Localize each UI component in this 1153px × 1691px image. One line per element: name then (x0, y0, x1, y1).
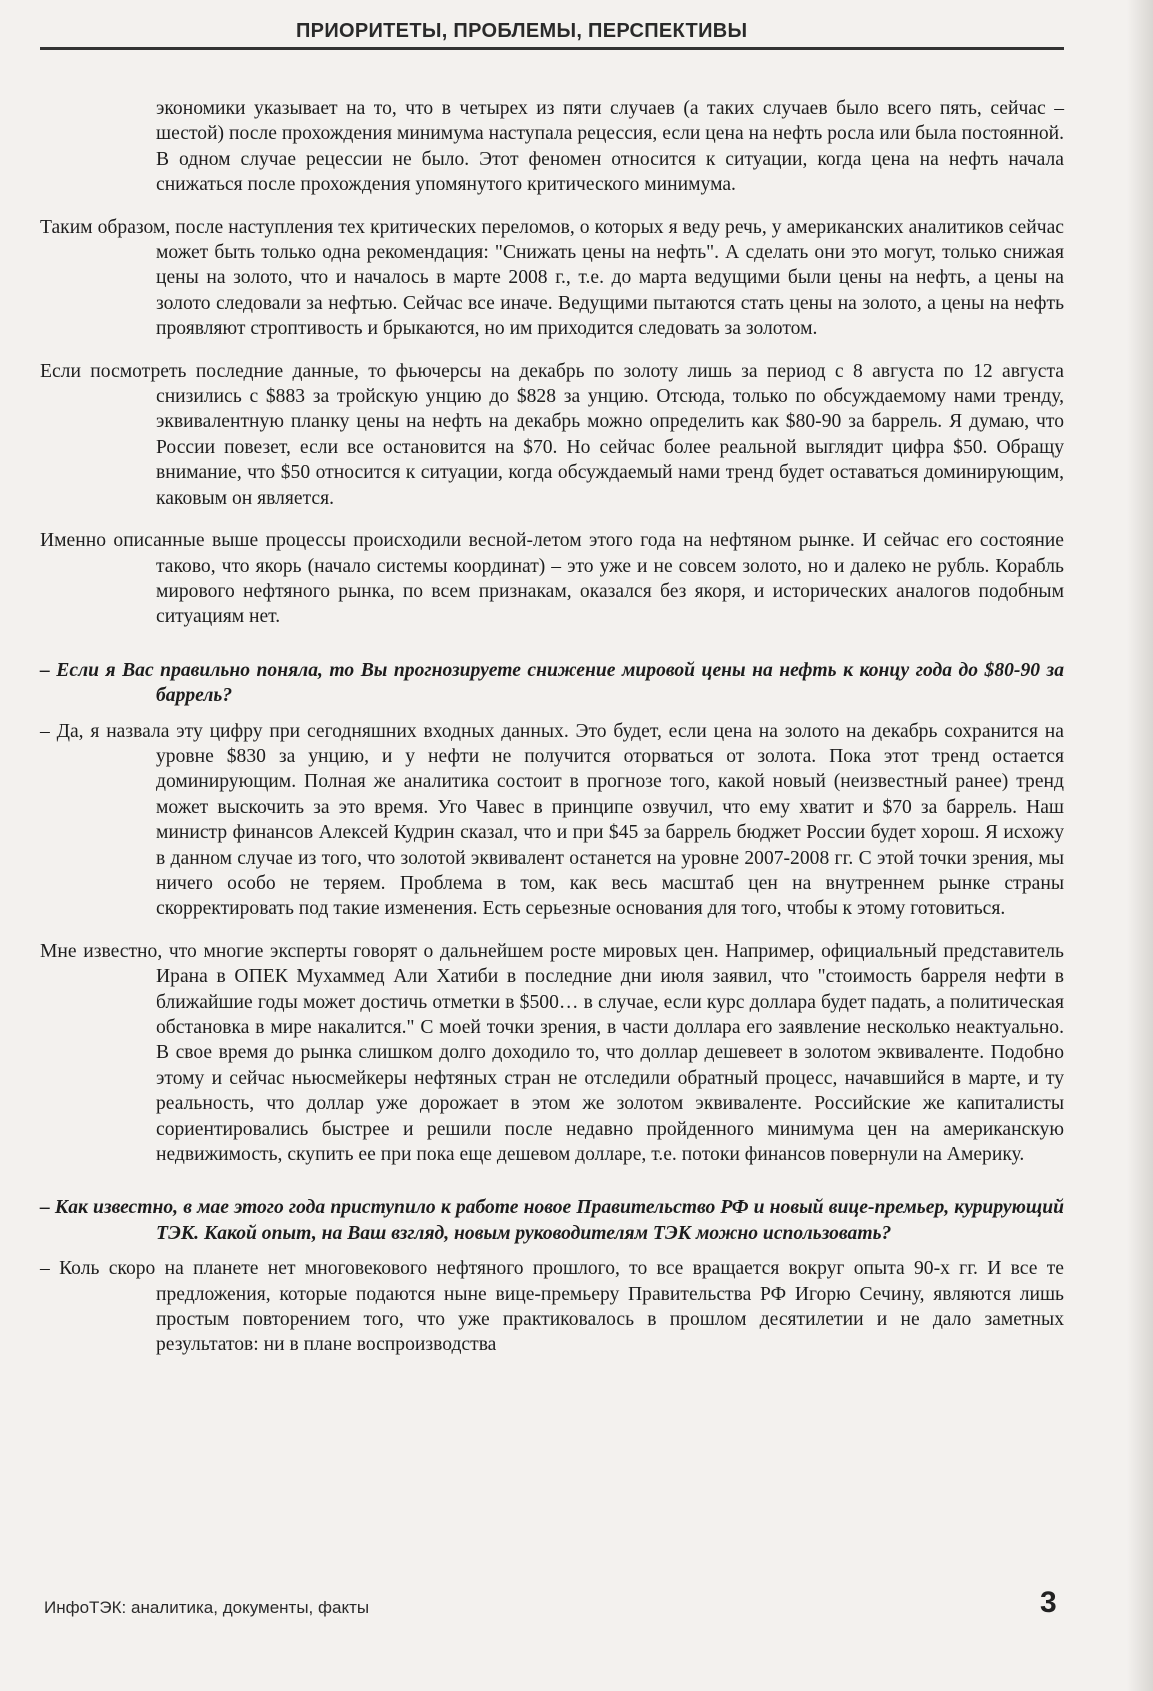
page-number: 3 (1040, 1586, 1057, 1619)
paragraph: Мне известно, что многие эксперты говорят о дальнейшем росте мировых цен. Например, официальный представитель Ирана в ОПЕК Мухаммед Али Хатиби в последние дни июля заявил, что "стоимость барреля нефти в ближайшие годы может достичь отметки в $500… в случае, если курс доллара будет падать, а политическая обстановка в мире накалится." С моей точки зрения, в части доллара его заявление несколько неактуально. В свое время до рынка слишком долго доходило то, что доллар дешевеет в золотом эквиваленте. Подобно этому и сейчас ньюсмейкеры нефтяных стран не отследили обратный процесс, начавшийся в марте, и ту реальность, что доллар уже дорожает в этом же золотом эквиваленте. Российские же капиталисты сориентировались быстрее и решили после недавно пройденного минимума цен на американскую недвижимость, скупить ее при пока еще дешевом долларе, т.е. потоки финансов повернули на Америку. (40, 940, 1064, 1166)
paragraph: Таким образом, после наступления тех критических переломов, о которых я веду речь, у американских аналитиков сейчас может быть только одна рекомендация: "Снижать цены на нефть". А сделать они это могут, только снижая цены на золото, что и началось в марте 2008 г., т.е. до марта ведущими были цены на нефть, а цены на золото следовали за нефтью. Сейчас все иначе. Ведущими пытаются стать цены на золото, а цены на нефть проявляют строптивость и брыкаются, но им приходится следовать за золотом. (40, 216, 1064, 340)
interview-question: – Если я Вас правильно поняла, то Вы прогнозируете снижение мировой цены на нефть к концу года до $80-90 за баррель? (40, 659, 1064, 707)
paragraph: Именно описанные выше процессы происходили весной-летом этого года на нефтяном рынке. И сейчас его состояние таково, что якорь (начало системы координат) – это уже и не совсем золото, но и далеко не рубль. Корабль мирового нефтяного рынка, по всем признакам, оказался без якоря, и исторических аналогов подобным ситуациям нет. (40, 530, 1064, 628)
article-body (40, 96, 1064, 1375)
paragraph-continuation: экономики указывает на то, что в четырех из пяти случаев (а таких случаев было всего пять, сейчас – шестой) после прохождения минимума наступала рецессия, если цена на нефть росла или была постоянной. В одном случае рецессии не было. Этот феномен относится к ситуации, когда цена на нефть начала снижаться после прохождения упомянутого критического минимума. (156, 98, 1064, 196)
interview-answer: – Да, я назвала эту цифру при сегодняшних входных данных. Это будет, если цена на золото на декабрь сохранится на уровне $830 за унцию, и у нефти не получится оторваться от золота. Пока этот тренд остается доминирующим. Полная же аналитика состоит в прогнозе того, какой новый (неизвестный ранее) тренд может выскочить за это время. Уго Чавес в принципе озвучил, что ему хватит и $70 за баррель. Наш министр финансов Алексей Кудрин сказал, что и при $45 за баррель бюджет России будет хорош. Я исхожу в данном случае из того, что золотой эквивалент останется на уровне 2007-2008 гг. С этой точки зрения, мы ничего особо не теряем. Проблема в том, как весь масштаб цен на внутреннем рынке страны скорректировать под такие изменения. Есть серьезные основания для того, чтобы к этому готовиться. (40, 720, 1064, 920)
paragraph: Если посмотреть последние данные, то фьючерсы на декабрь по золоту лишь за период с 8 августа по 12 августа снизились с $883 за тройскую унцию до $828 за унцию. Отсюда, только по обсуждаемому нами тренду, эквивалентную планку цены на нефть на декабрь можно определить как $80-90 за баррель. Я думаю, что России повезет, если все остановится на $70. Но сейчас более реальной выглядит цифра $50. Обращу внимание, что $50 относится к ситуации, когда обсуждаемый нами тренд будет оставаться доминирующим, каковым он является. (40, 360, 1064, 509)
section-header-title: ПРИОРИТЕТЫ, ПРОБЛЕМЫ, ПЕРСПЕКТИВЫ (296, 20, 748, 42)
publication-footer: ИнфоТЭК: аналитика, документы, факты (44, 1598, 370, 1617)
header-rule (40, 47, 1064, 50)
interview-answer: – Коль скоро на планете нет многовекового нефтяного прошлого, то все вращается вокруг опыта 90-х гг. И все те предложения, которые подаются ныне вице-премьеру Правительства РФ Игорю Сечину, являются лишь простым повторением того, что уже практиковалось в прошлом десятилетии и не дало заметных результатов: ни в плане воспроизводства (40, 1258, 1064, 1356)
page-edge-shadow (1127, 0, 1153, 1691)
interview-question: – Как известно, в мае этого года приступило к работе новое Правительство РФ и новый вице-премьер, курирующий ТЭК. Какой опыт, на Ваш взгляд, новым руководителям ТЭК можно использовать? (40, 1197, 1064, 1244)
